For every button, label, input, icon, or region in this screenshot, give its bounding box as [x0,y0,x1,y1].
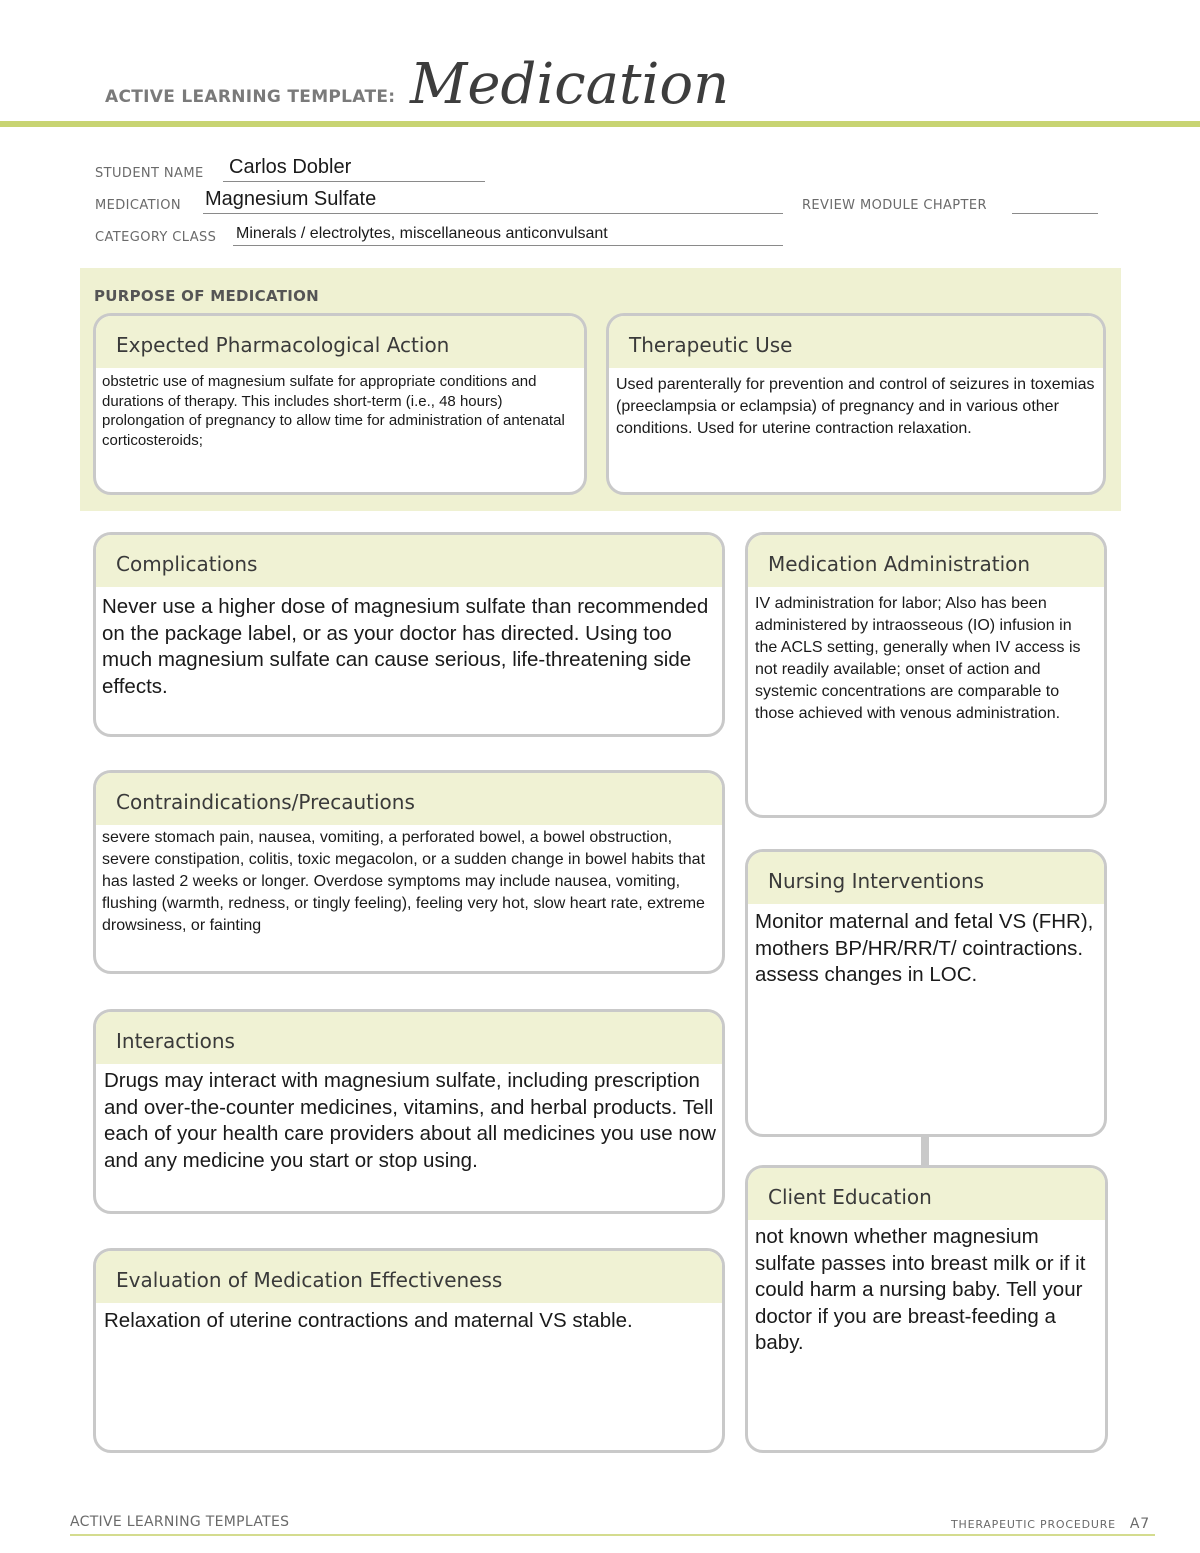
student-name-field[interactable] [95,158,495,184]
therapeutic-use-heading: Therapeutic Use [609,316,1103,368]
client-education-text: not known whether magnesium sulfate passes into breast milk or if it could harm a nursing baby. Tell your doctor if you are breast-feeding a baby. [755,1225,1086,1354]
complications-heading: Complications [96,535,722,587]
nursing-interventions-box [745,849,1107,1137]
medication-label: MEDICATION [95,198,181,213]
footer-left: ACTIVE LEARNING TEMPLATES [70,1514,290,1530]
purpose-title: PURPOSE OF MEDICATION [94,287,320,305]
expected-action-box [93,313,587,495]
administration-heading: Medication Administration [748,535,1104,587]
evaluation-box [93,1248,725,1453]
medication-line [203,213,783,214]
footer-right [951,1516,1150,1532]
category-class-label: CATEGORY CLASS [95,230,217,245]
category-class-field[interactable] [95,222,785,248]
administration-box [745,532,1107,818]
review-module-line [1012,213,1098,214]
contraindications-text: severe stomach pain, nausea, vomiting, a perforated bowel, a bowel obstruction, severe constipation, colitis, toxic megacolon, or a sudden change in bowel habits that has lasted 2 weeks or longer. Overdose symptoms may include nausea, vomiting, flushing (warmth, redness, or tingly feeling), feeling very hot, slow heart rate, extreme drowsiness, or fainting [102,829,706,934]
evaluation-text: Relaxation of uterine contractions and maternal VS stable. [104,1309,633,1332]
administration-text: IV administration for labor; Also has been administered by intraosseous (IO) infusion in the ACLS setting, generally when IV access is not readily available; onset of action and systemic concentrations are comparable to those achieved with venous administration. [755,595,1081,722]
therapeutic-use-box [606,313,1106,495]
medication-field[interactable] [95,190,785,216]
page-title: Medication [410,52,730,117]
complications-box [93,532,725,737]
category-class-value: Minerals / electrolytes, miscellaneous anticonvulsant [236,225,608,242]
header-rule [0,121,1200,127]
review-module-label: REVIEW MODULE CHAPTER [802,198,987,213]
nursing-interventions-heading: Nursing Interventions [748,852,1104,904]
contraindications-heading: Contraindications/Precautions [96,773,722,825]
nursing-interventions-text: Monitor maternal and fetal VS (FHR), mothers BP/HR/RR/T/ cointractions. assess changes in LOC. [755,910,1094,986]
box-connector [921,1135,929,1167]
template-label: ACTIVE LEARNING TEMPLATE: [105,87,396,107]
interactions-text: Drugs may interact with magnesium sulfate, including prescription and over-the-counter medicines, vitamins, and herbal products. Tell each of your health care providers about all medicines you use now and any medicine you start or stop using. [104,1069,716,1172]
expected-action-text: obstetric use of magnesium sulfate for appropriate conditions and durations of therapy. This includes short-term (i.e., 48 hours) prolongation of pregnancy to allow time for administration of antenatal corticosteroids; [102,373,565,449]
footer-rule [70,1534,1155,1536]
contraindications-box [93,770,725,974]
student-name-value: Carlos Dobler [229,156,352,178]
category-class-line [233,245,783,246]
evaluation-heading: Evaluation of Medication Effectiveness [96,1251,722,1303]
client-education-box [745,1165,1108,1453]
page-number: A7 [1129,1516,1150,1532]
interactions-heading: Interactions [96,1012,722,1064]
expected-action-heading: Expected Pharmacological Action [96,316,584,368]
client-education-heading: Client Education [748,1168,1105,1220]
medication-value: Magnesium Sulfate [205,188,377,210]
student-name-line [223,181,485,182]
interactions-box [93,1009,725,1214]
student-name-label: STUDENT NAME [95,166,204,181]
complications-text: Never use a higher dose of magnesium sulfate than recommended on the package label, or as your doctor has directed. Using too much magnesium sulfate can cause serious, life-threatening side effects. [102,595,709,698]
review-module-field[interactable] [802,190,1102,216]
therapeutic-use-text: Used parenterally for prevention and control of seizures in toxemias (preeclampsia or eclampsia) of pregnancy and in various other conditions. Used for uterine contraction relaxation. [616,376,1095,437]
page-header [0,0,1200,130]
footer-procedure: THERAPEUTIC PROCEDURE [950,1518,1116,1531]
